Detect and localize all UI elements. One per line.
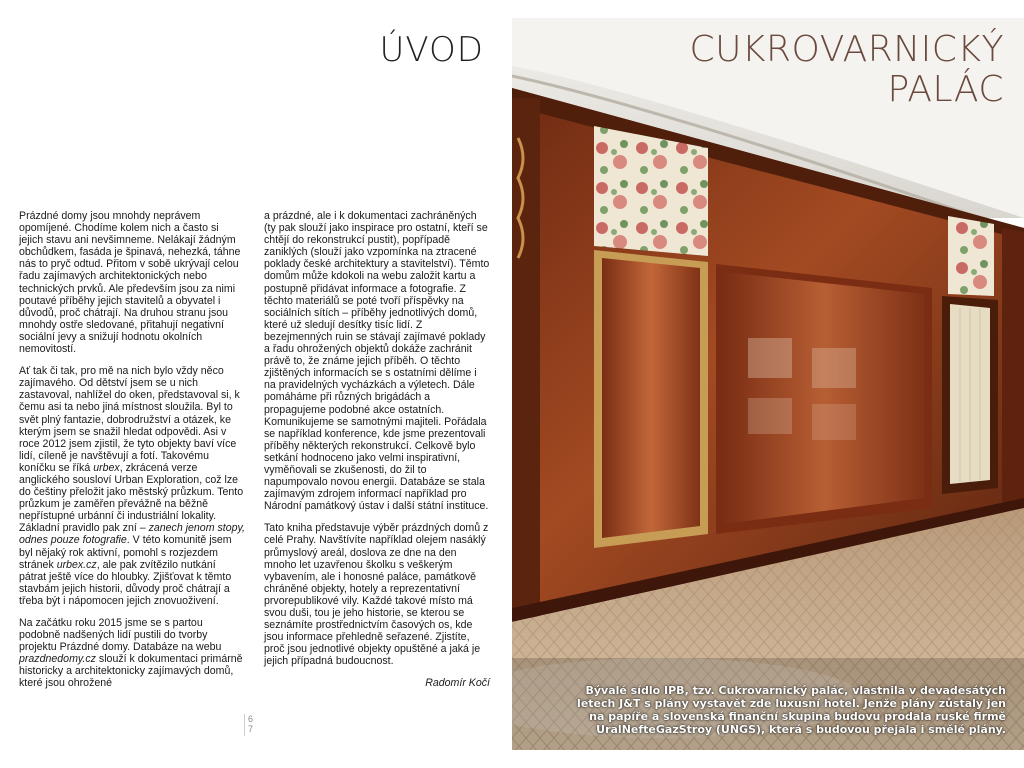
heading-line: CUKROVARNICKÝ <box>689 29 1004 70</box>
paragraph: Ať tak či tak, pro mě na nich bylo vždy něco zajímavého. Od dětství jsem se u nich zastavoval, nahlížel do oken, představoval si, k čemu asi ta nebo jiná místnost sloužila. Byl to svět plný fantazie, dobrodružství a otázek, ke kterým jsem se snažil hledat odpovědi. Asi v roce 2012 jsem zjistil, že tyto objekty baví více lidí, cíleně je navštěvují a fotí. Takovému koníčku se říká urbex, zkrácená verze anglického sousloví Urban Exploration, což lze do češtiny přeložit jako městský průzkum. Tento průzkum je zaměřen převážně na běžně nepřístupné urbánní či industriální lokality. Základní pravidlo pak zní – zanech jenom stopy, odnes pouze fotografie. V této komunitě jsem byl nějaký rok aktivní, pomohl s rozjezdem stránek urbex.cz, ale pak zvítězilo nutkání pátrat ještě více do hloubky. Zjišťovat k těmto stavbám jejich historii, důvody proč chátrají a třeba být i nápomocen jejich znovuoživení. <box>19 365 245 607</box>
page-number-left: 6 <box>248 714 254 724</box>
page-title-cukrovarnicky-palac <box>689 30 1004 110</box>
paragraph: Tato kniha představuje výběr prázdných domů z celé Prahy. Navštívíte například olejem nasáklý průmyslový areál, doslova ze dne na den mnoho let uzavřenou školku s veškerým vybavením, ale i honosné paláce, památkově chráněné objekty, hotely a reprezentativní prvorepublikové vily. Každé takové místo má svou duši, tou je jeho historie, se kterou se seznámíte prostřednictvím časových os, kde jsou informace přehledně seřazené. Zjistíte, proč jsou jednotlivé objekty opuštěné a jaká je jejich případná budoucnost. <box>264 522 489 668</box>
right-page <box>512 18 1024 750</box>
photo-caption: Bývalé sídlo IPB, tzv. Cukrovarnický palác, vlastnila v devadesátých letech J&T s plány vystavět zde luxusní hotel. Jenže plány zůstaly jen na papíře a slovenská finanční skupina budovu prodala ruské firmě UralNefteGazStroy (UNGS), která s budovou přejala i smělé plány. <box>577 684 1006 736</box>
page-number-right: 7 <box>248 724 254 734</box>
page-title-intro: ÚVOD <box>379 30 484 70</box>
paragraph: Prázdné domy jsou mnohdy neprávem opomíjené. Chodíme kolem nich a často si jejich stavu ani nevšimneme. Nelákají žádným obchůdkem, fasáda je špinavá, nehezká, táhne nás to pryč odtud. Přitom v sobě ukrývají celou řadu zajímavých architektonických nebo technických prvků. Ale především jsou za nimi poutavé příběhy jejich stavitelů a obyvatel i důvodů, proč chátrají. Na druhou stranu jsou mnohdy ostře sledované, přitahují negativní sociální jevy a snižují hodnotu okolních nemovitostí. <box>19 210 241 356</box>
interior-photo <box>512 18 1024 750</box>
paragraph: Na začátku roku 2015 jsme se s partou podobně nadšených lidí pustili do tvorby projektu Prázdné domy. Databáze na webu prazdnedomy.cz slouží k dokumentaci primárně historicky a architektonicky zajímavých domů, které jsou ohrožené <box>19 617 243 690</box>
text-column-right <box>264 210 490 700</box>
heading-line: PALÁC <box>887 69 1004 110</box>
divider <box>244 714 245 736</box>
author-signature: Radomír Kočí <box>425 677 490 690</box>
text-column-left <box>19 210 245 700</box>
paragraph: a prázdné, ale i k dokumentaci zachráněných (ty pak slouží jako inspirace pro ostatní, kteří se chtějí do rekonstrukcí pustit), popřípadě zaniklých (slouží jako vzpomínka na ztracené poklady české architektury a stavitelství). Těmto domům může kdokoli na webu založit kartu a postupně přidávat informace a fotografie. Z těchto materiálů se poté tvoří příspěvky na sociálních sítích – příběhy jednotlivých domů, které už sledují desítky tisíc lidí. Z bezejmenných ruin se stávají zajímavé poklady a řadu ohrožených objektů dokáže zachránit právě to, že známe jejich příběh. O těchto zjištěných informacích se s ostatními dělíme i na pravidelných vycházkách a výletech. Dále pomáháme při různých brigádách a propagujeme podobné akce ostatních. Komunikujeme se samotnými majiteli. Pořádala se například konference, kde jsme prezentovali příběhy některých rekonstrukcí. Celkově bylo setkání hodnoceno jako velmi inspirativní, vyměňovali se zkušenosti, do žil to napumpovalo novou energii. Databáze se stala zajímavým zdrojem informací například pro Národní památkový ústav i další státní instituce. <box>264 210 490 513</box>
page-numbers <box>248 714 253 734</box>
